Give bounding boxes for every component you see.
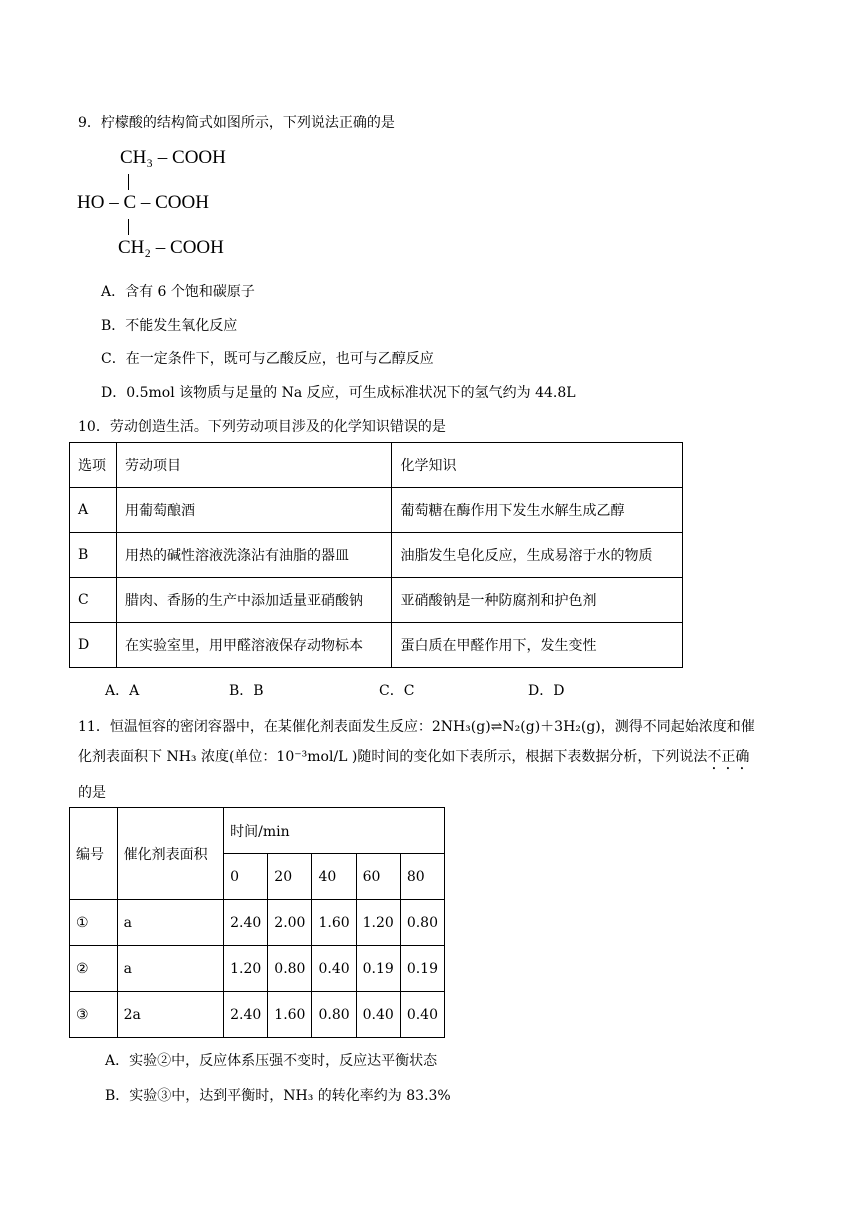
table-cell: 0.80 [400,900,444,946]
table-cell: B [70,533,117,578]
table-cell: 葡萄糖在酶作用下发生水解生成乙醇 [392,488,683,533]
table-cell: 在实验室里，用甲醛溶液保存动物标本 [116,623,392,668]
table-cell: 0.19 [356,946,400,992]
table-cell: 2.40 [224,900,268,946]
table-cell: 1.60 [312,900,356,946]
header-cell-no: 编号 [70,808,118,900]
table-cell: 油脂发生皂化反应，生成易溶于水的物质 [392,533,683,578]
table-cell: 0.19 [400,946,444,992]
time-cell: 20 [268,854,312,900]
table-cell: A [70,488,117,533]
table-cell: a [117,946,224,992]
q9-option-b: B．不能发生氧化反应 [101,318,238,334]
table-row [70,533,683,578]
table-cell: 用热的碱性溶液洗涤沾有油脂的器皿 [116,533,392,578]
q11-stem-line-2 [78,746,749,773]
table-row [70,578,683,623]
table-cell: 0.40 [312,946,356,992]
table-row [70,488,683,533]
table-cell: 1.20 [356,900,400,946]
table-row [70,946,445,992]
q11-stem-text: 化剂表面积下 NH₃ 浓度(单位：10⁻³mol/L )随时间的变化如下表所示，根据下表数据分析，下列说法 [78,749,708,765]
header-cell-area: 催化剂表面积 [117,808,224,900]
table-header-row [70,443,683,488]
q11-option-b: B．实验③中，达到平衡时，NH₃ 的转化率约为 83.3% [105,1088,451,1104]
header-cell: 劳动项目 [116,443,392,488]
structure-line-2: HO – C – COOH [77,192,209,213]
time-cell: 40 [312,854,356,900]
table-cell: ③ [70,992,118,1038]
table-cell: 1.20 [224,946,268,992]
time-cell: 80 [400,854,444,900]
q9-option-c: C．在一定条件下，既可与乙酸反应，也可与乙醇反应 [101,351,434,367]
table-cell: 用葡萄酿酒 [116,488,392,533]
structure-line-1: CH₃ – COOH [120,147,226,168]
structure-line-3: CH₂ – COOH [118,237,224,258]
table-cell: 亚硝酸钠是一种防腐剂和护色剂 [392,578,683,623]
table-cell: 腊肉、香肠的生产中添加适量亚硝酸钠 [116,578,392,623]
q9-option-d: D．0.5mol 该物质与足量的 Na 反应，可生成标准状况下的氢气约为 44.8L [101,385,576,401]
table-header-row [70,808,445,854]
table-cell: D [70,623,117,668]
time-cell: 60 [356,854,400,900]
table-cell: 0.40 [400,992,444,1038]
table-row [70,900,445,946]
time-cell: 0 [224,854,268,900]
bond-line-bottom [128,219,129,235]
table-cell: 0.80 [268,946,312,992]
table-cell: ② [70,946,118,992]
table-cell: ① [70,900,118,946]
table-cell: 2a [117,992,224,1038]
table-cell: 蛋白质在甲醛作用下，发生变性 [392,623,683,668]
q10-option-d: D．D [528,683,565,699]
q10-option-a: A．A [105,683,140,699]
table-cell: 2.40 [224,992,268,1038]
table-cell: 0.40 [356,992,400,1038]
table-cell: 2.00 [268,900,312,946]
table-cell: 0.80 [312,992,356,1038]
header-cell-time: 时间/min [224,808,445,854]
q11-emphasis-text: 不正确 [707,749,750,765]
q10-table [69,442,683,668]
q11-stem-line-1: 11．恒温恒容的密闭容器中，在某催化剂表面发生反应：2NH₃(g)⇌N₂(g)＋3H₂(g)，测得不同起始浓度和催 [78,719,755,735]
table-row [70,623,683,668]
q10-option-b: B．B [229,683,264,699]
q9-stem: 9．柠檬酸的结构简式如图所示，下列说法正确的是 [78,115,395,131]
table-cell: 1.60 [268,992,312,1038]
header-cell: 化学知识 [392,443,683,488]
table-cell: a [117,900,224,946]
q9-option-a: A．含有 6 个饱和碳原子 [101,284,255,300]
q11-option-a: A．实验②中，反应体系压强不变时，反应达平衡状态 [105,1053,438,1069]
q11-table [69,807,445,1038]
q10-stem: 10．劳动创造生活。下列劳动项目涉及的化学知识错误的是 [78,419,446,435]
bond-line-top [128,174,129,190]
table-cell: C [70,578,117,623]
q11-stem-line-3: 的是 [78,785,106,801]
q10-option-c: C．C [379,683,415,699]
table-row [70,992,445,1038]
header-cell: 选项 [70,443,117,488]
